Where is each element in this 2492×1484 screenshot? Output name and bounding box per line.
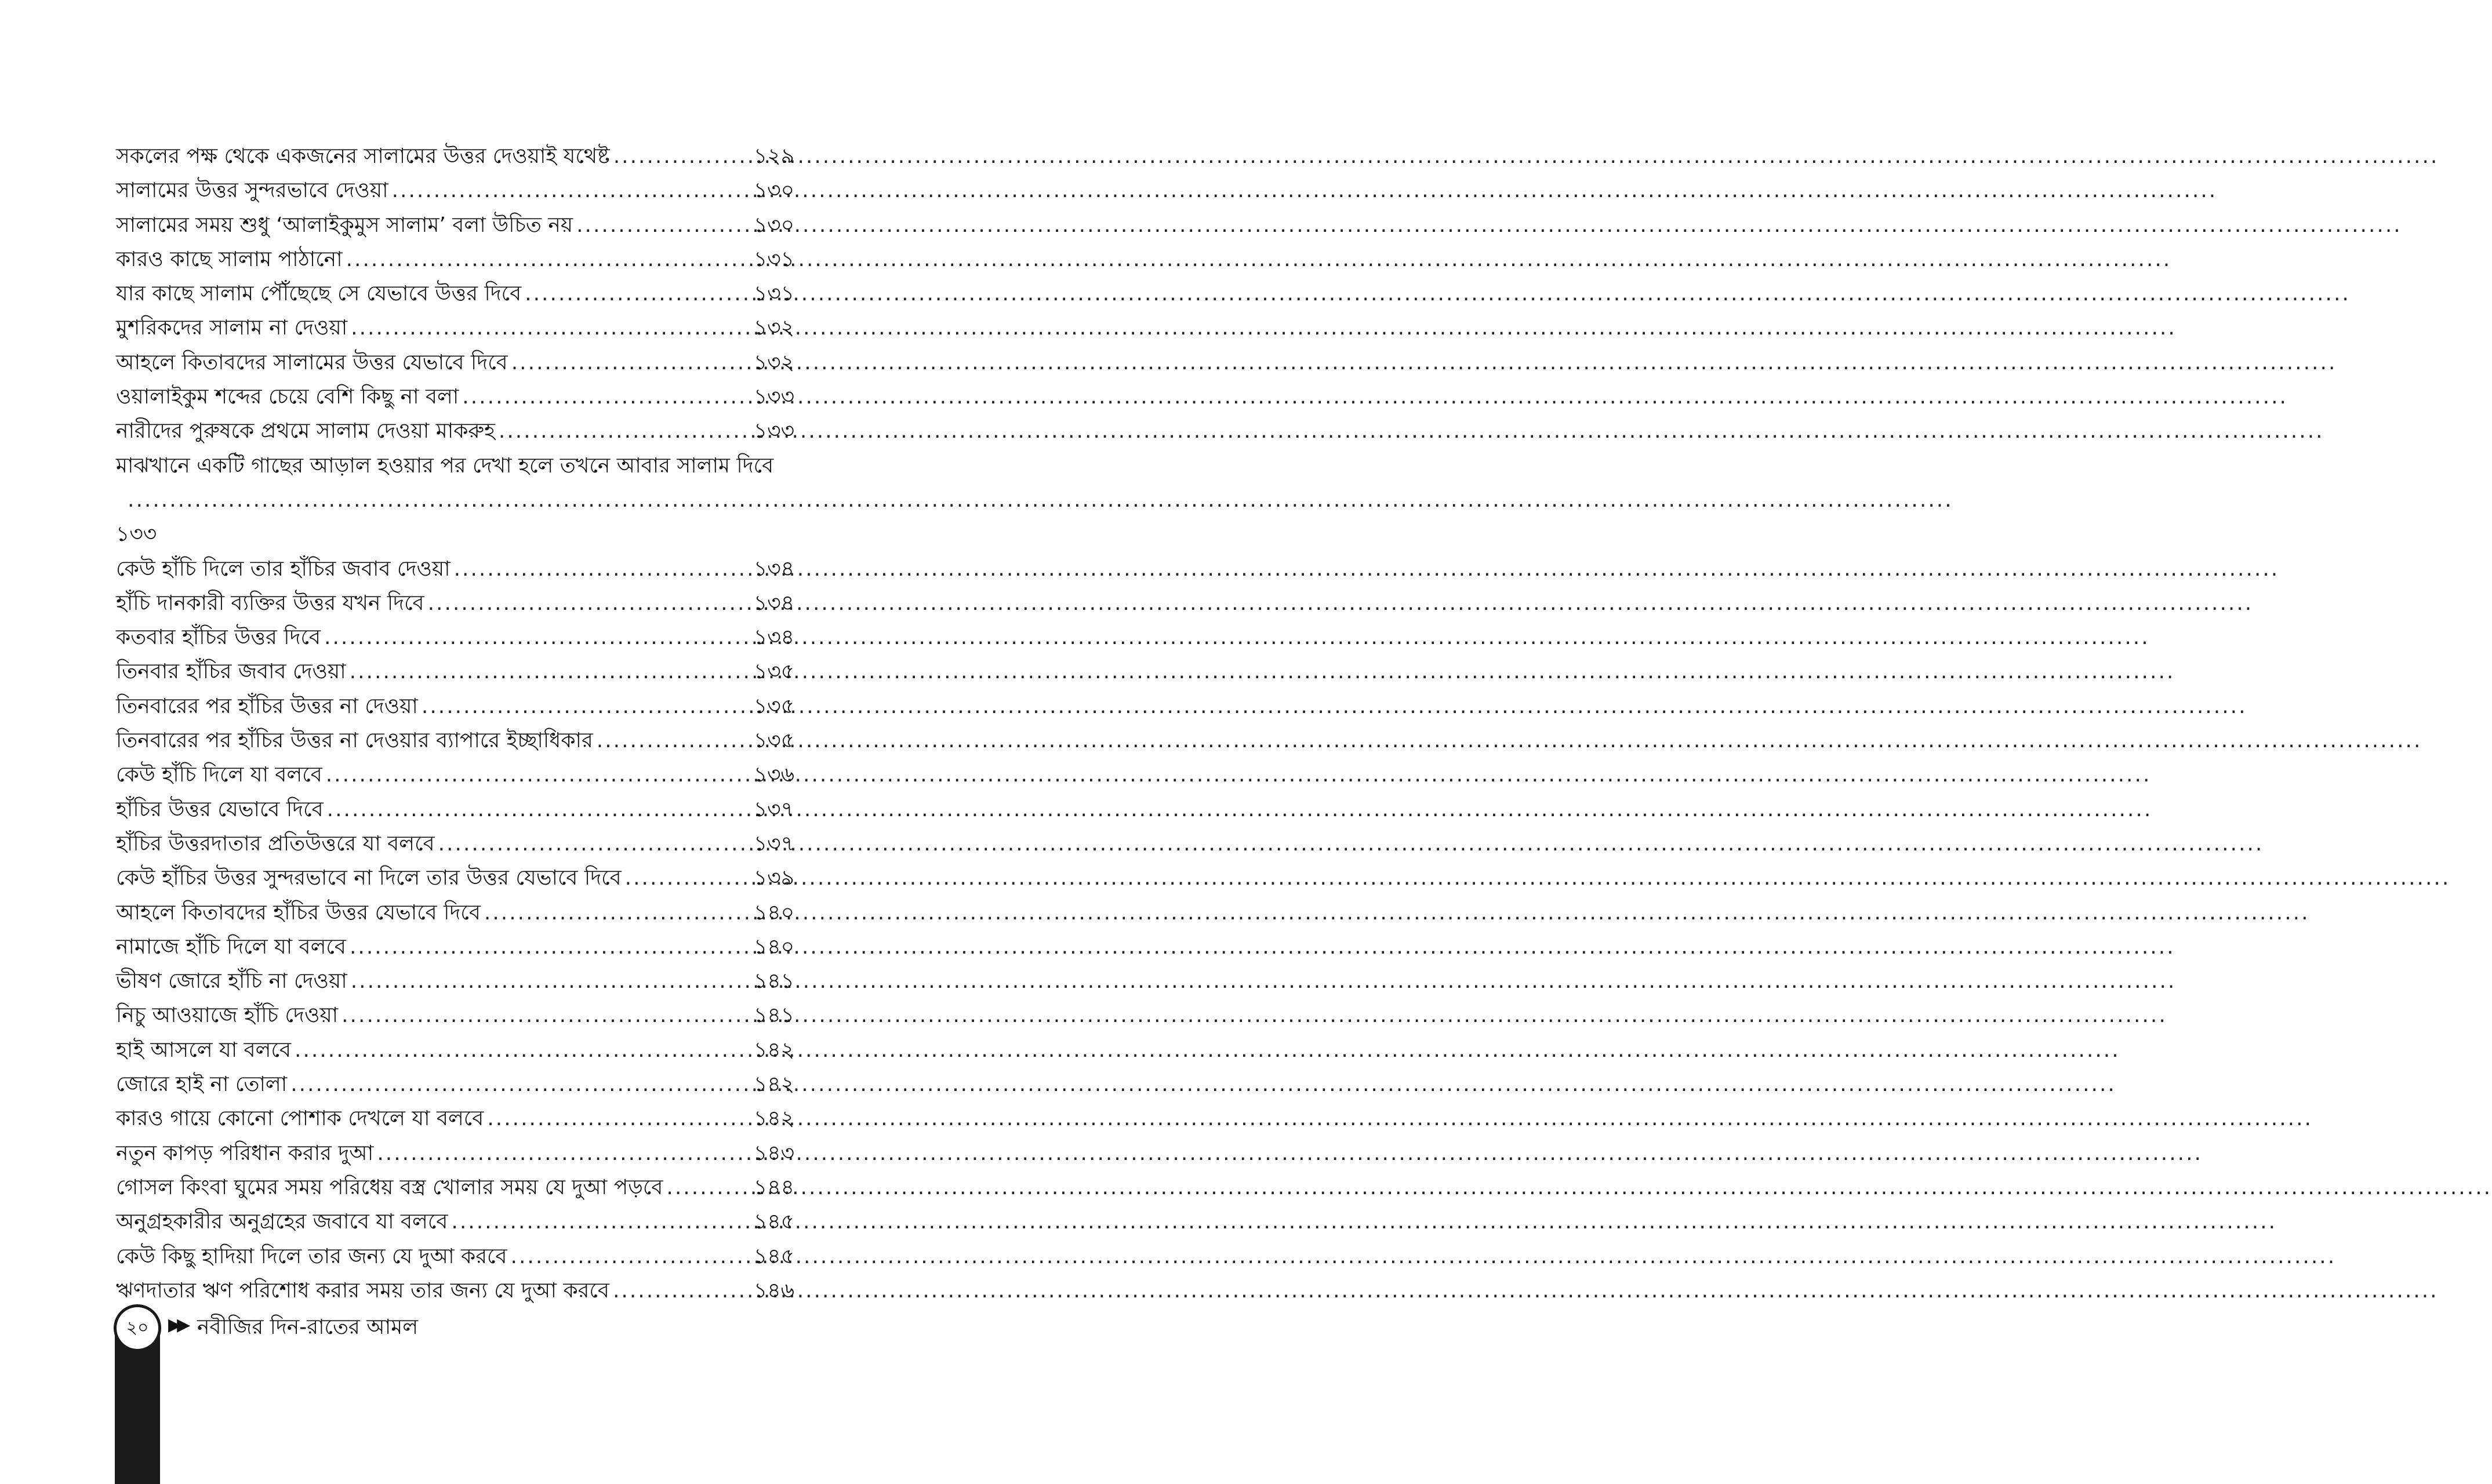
toc-entry-page: ১৩৪ bbox=[753, 625, 794, 650]
toc-entry bbox=[116, 792, 794, 827]
toc-entry-page: ১৩৩ bbox=[753, 385, 794, 409]
toc-entry-page: ১৪৩ bbox=[753, 1141, 794, 1165]
toc-entry bbox=[116, 173, 794, 208]
toc-entry-page: ১৪৬ bbox=[753, 1278, 794, 1303]
toc-entry bbox=[116, 586, 794, 620]
toc-entry-title: ওয়ালাইকুম শব্দের চেয়ে বেশি কিছু না বলা bbox=[116, 385, 459, 409]
toc-entry-page: ১৩৭ bbox=[753, 797, 794, 821]
book-title: নবীজির দিন-রাতের আমল bbox=[197, 1315, 419, 1339]
toc-dot-leader bbox=[613, 1274, 750, 1308]
toc-entry-page: ১৩১ bbox=[753, 282, 794, 306]
page-number: ২০ bbox=[117, 1307, 158, 1349]
toc-entry bbox=[116, 758, 794, 792]
toc-entry bbox=[116, 723, 794, 758]
toc-dot-leader bbox=[487, 1101, 750, 1136]
toc-entry bbox=[116, 208, 794, 242]
toc-entry bbox=[116, 345, 794, 380]
toc-entry-page: ১৩৩ bbox=[753, 419, 794, 443]
toc-entry-page: ১৩৯ bbox=[753, 866, 794, 890]
toc-entry-title: জোরে হাই না তোলা bbox=[116, 1072, 288, 1097]
toc-entry-page: ১৪৫ bbox=[753, 1244, 794, 1268]
toc-entry bbox=[116, 1274, 794, 1308]
toc-entry-title: সালামের উত্তর সুন্দরভাবে দেওয়া bbox=[116, 179, 388, 203]
toc-entry-title: হাই আসলে যা বলবে bbox=[116, 1038, 292, 1062]
toc-entry-title: তিনবার হাঁচির জবাব দেওয়া bbox=[116, 660, 346, 684]
toc-dot-leader bbox=[290, 1067, 750, 1101]
toc-dot-leader bbox=[666, 1170, 750, 1205]
toc-entry-title: নতুন কাপড় পরিধান করার দুআ bbox=[116, 1141, 374, 1165]
toc-dot-leader bbox=[351, 311, 750, 345]
toc-entry-page: ১৪২ bbox=[753, 1107, 794, 1131]
toc-entry bbox=[116, 620, 794, 654]
toc-dot-leader bbox=[422, 689, 750, 723]
toc-entry-title: কারও গায়ে কোনো পোশাক দেখলে যা বলবে bbox=[116, 1107, 484, 1131]
toc-entry bbox=[116, 1170, 794, 1205]
toc-dot-leader bbox=[327, 792, 750, 827]
toc-entry-page: ১৩০ bbox=[753, 179, 794, 203]
footer-side-bar bbox=[115, 1329, 160, 1484]
toc-entry-page: ১৩৫ bbox=[753, 729, 794, 753]
double-right-arrow-icon: ▶▶ bbox=[168, 1315, 186, 1335]
toc-dot-leader bbox=[428, 586, 750, 620]
toc-entry-page: ১২৯ bbox=[753, 144, 794, 168]
toc-entry-title: কেউ হাঁচি দিলে তার হাঁচির জবাব দেওয়া bbox=[116, 556, 451, 581]
toc-entry bbox=[116, 689, 794, 723]
toc-entry-page: ১৪৫ bbox=[753, 1210, 794, 1234]
toc-entry-page: ১৪২ bbox=[753, 1072, 794, 1097]
toc-entry-page: ১৩০ bbox=[753, 213, 794, 237]
toc-entry-title: তিনবারের পর হাঁচির উত্তর না দেওয়া bbox=[116, 694, 418, 718]
toc-entry-page: ১৩৪ bbox=[753, 556, 794, 581]
toc-entry-page: ১৪৪ bbox=[753, 1175, 794, 1199]
toc-dot-leader bbox=[511, 1239, 750, 1274]
toc-entry bbox=[116, 654, 794, 689]
toc-entry-title: কারও কাছে সালাম পাঠানো bbox=[116, 247, 343, 271]
toc-entry-title: হাঁচি দানকারী ব্যক্তির উত্তর যখন দিবে bbox=[116, 591, 424, 615]
toc-entry bbox=[116, 242, 794, 277]
toc-dot-leader bbox=[576, 208, 750, 242]
toc-entry-page: ১৩২ bbox=[753, 316, 794, 340]
toc-dot-leader bbox=[438, 827, 750, 861]
toc-entry-page: ১৪১ bbox=[753, 1003, 794, 1028]
toc-entry-page: ১৩৫ bbox=[753, 694, 794, 718]
toc-dot-leader bbox=[350, 654, 750, 689]
toc-dot-leader bbox=[324, 620, 750, 654]
toc-entry bbox=[116, 277, 794, 311]
toc-dot-leader bbox=[525, 277, 750, 311]
toc-dot-leader bbox=[484, 896, 750, 930]
toc-dot-leader bbox=[351, 964, 750, 998]
toc-entry bbox=[116, 1205, 794, 1239]
toc-entry-page: ১৩৪ bbox=[753, 591, 794, 615]
toc-entry-title: যার কাছে সালাম পৌঁছেছে সে যেভাবে উত্তর দিবে bbox=[116, 282, 522, 306]
toc-entry-title: নিচু আওয়াজে হাঁচি দেওয়া bbox=[116, 1003, 339, 1028]
toc-entry-title: সালামের সময় শুধু ‘আলাইকুমুস সালাম’ বলা উচিত নয় bbox=[116, 213, 573, 237]
toc-entry-title: অনুগ্রহকারীর অনুগ্রহের জবাবে যা বলবে bbox=[116, 1210, 448, 1234]
toc-entry-page: ১৩৫ bbox=[753, 660, 794, 684]
toc-entry bbox=[116, 139, 794, 173]
toc-entry-title: কতবার হাঁচির উত্তর দিবে bbox=[116, 625, 321, 650]
toc-dot-leader bbox=[462, 380, 750, 414]
toc-entry bbox=[116, 449, 794, 552]
toc-entry-title: আহলে কিতাবদের হাঁচির উত্তর যেভাবে দিবে bbox=[116, 900, 481, 925]
toc-entry-title: হাঁচির উত্তরদাতার প্রতিউত্তরে যা বলবে bbox=[116, 831, 435, 856]
toc-entry-page: ১৩৬ bbox=[753, 763, 794, 787]
toc-dot-leader bbox=[128, 483, 791, 517]
toc-entry bbox=[116, 1067, 794, 1101]
toc-entry bbox=[116, 964, 794, 998]
toc-dot-leader bbox=[451, 1205, 750, 1239]
page-number-badge bbox=[114, 1304, 161, 1352]
toc-entry bbox=[116, 380, 794, 414]
toc-entry-title: সকলের পক্ষ থেকে একজনের সালামের উত্তর দেওয়াই যথেষ্ট bbox=[116, 144, 610, 168]
toc-entry-page: ১৪০ bbox=[753, 900, 794, 925]
toc-entry bbox=[116, 998, 794, 1032]
toc-entry-page: ১৩৭ bbox=[753, 831, 794, 856]
toc-dot-leader bbox=[511, 345, 750, 380]
toc-entry bbox=[116, 414, 794, 448]
toc-entry-title: ঋণদাতার ঋণ পরিশোধ করার সময় তার জন্য যে দুআ করবে bbox=[116, 1278, 609, 1303]
toc-entry-page: ১৩৩ bbox=[116, 522, 157, 547]
toc-dot-leader bbox=[346, 242, 750, 277]
toc-entry-page: ১৪০ bbox=[753, 934, 794, 959]
toc-dot-leader bbox=[342, 998, 750, 1032]
toc-entry bbox=[116, 552, 794, 586]
toc-entry bbox=[116, 1101, 794, 1136]
toc-entry-title: কেউ হাঁচির উত্তর সুন্দরভাবে না দিলে তার উত্তর যেভাবে দিবে bbox=[116, 866, 622, 890]
toc-entry-title: নারীদের পুরুষকে প্রথমে সালাম দেওয়া মাকরুহ bbox=[116, 419, 495, 443]
toc-dot-leader bbox=[326, 758, 750, 792]
toc-entry-title: নামাজে হাঁচি দিলে যা বলবে bbox=[116, 934, 346, 959]
toc-entry bbox=[116, 861, 794, 895]
toc-entry-title: কেউ কিছু হাদিয়া দিলে তার জন্য যে দুআ করবে bbox=[116, 1244, 507, 1268]
toc-entry-title: মাঝখানে একটি গাছের আড়াল হওয়ার পর দেখা হলে তখনে আবার সালাম দিবে bbox=[116, 453, 774, 478]
table-of-contents bbox=[116, 139, 794, 1308]
toc-entry-title: আহলে কিতাবদের সালামের উত্তর যেভাবে দিবে bbox=[116, 350, 508, 374]
toc-dot-leader bbox=[625, 861, 750, 895]
toc-entry-title: হাঁচির উত্তর যেভাবে দিবে bbox=[116, 797, 324, 821]
toc-entry-title: কেউ হাঁচি দিলে যা বলবে bbox=[116, 763, 322, 787]
toc-entry-page: ১৩২ bbox=[753, 350, 794, 374]
toc-entry bbox=[116, 1033, 794, 1067]
toc-entry bbox=[116, 1136, 794, 1170]
toc-entry bbox=[116, 311, 794, 345]
toc-dot-leader bbox=[597, 723, 750, 758]
toc-entry-page: ১৪১ bbox=[753, 969, 794, 994]
toc-entry bbox=[116, 1239, 794, 1274]
toc-entry-title: তিনবারের পর হাঁচির উত্তর না দেওয়ার ব্যাপারে ইচ্ছাধিকার bbox=[116, 729, 593, 753]
toc-dot-leader bbox=[613, 139, 750, 173]
toc-entry-title: গোসল কিংবা ঘুমের সময় পরিধেয় বস্ত্র খোলার সময় যে দুআ পড়বে bbox=[116, 1175, 663, 1199]
toc-entry bbox=[116, 930, 794, 964]
toc-entry-page: ১৩১ bbox=[753, 247, 794, 271]
toc-entry-title: ভীষণ জোরে হাঁচি না দেওয়া bbox=[116, 969, 347, 994]
toc-dot-leader bbox=[392, 173, 750, 208]
toc-entry-page: ১৪২ bbox=[753, 1038, 794, 1062]
toc-dot-leader bbox=[377, 1136, 750, 1170]
toc-dot-leader bbox=[454, 552, 750, 586]
toc-dot-leader bbox=[295, 1033, 750, 1067]
toc-dot-leader bbox=[350, 930, 750, 964]
toc-dot-leader bbox=[499, 414, 750, 448]
toc-entry bbox=[116, 827, 794, 861]
toc-entry-title: মুশরিকদের সালাম না দেওয়া bbox=[116, 316, 348, 340]
toc-entry bbox=[116, 896, 794, 930]
